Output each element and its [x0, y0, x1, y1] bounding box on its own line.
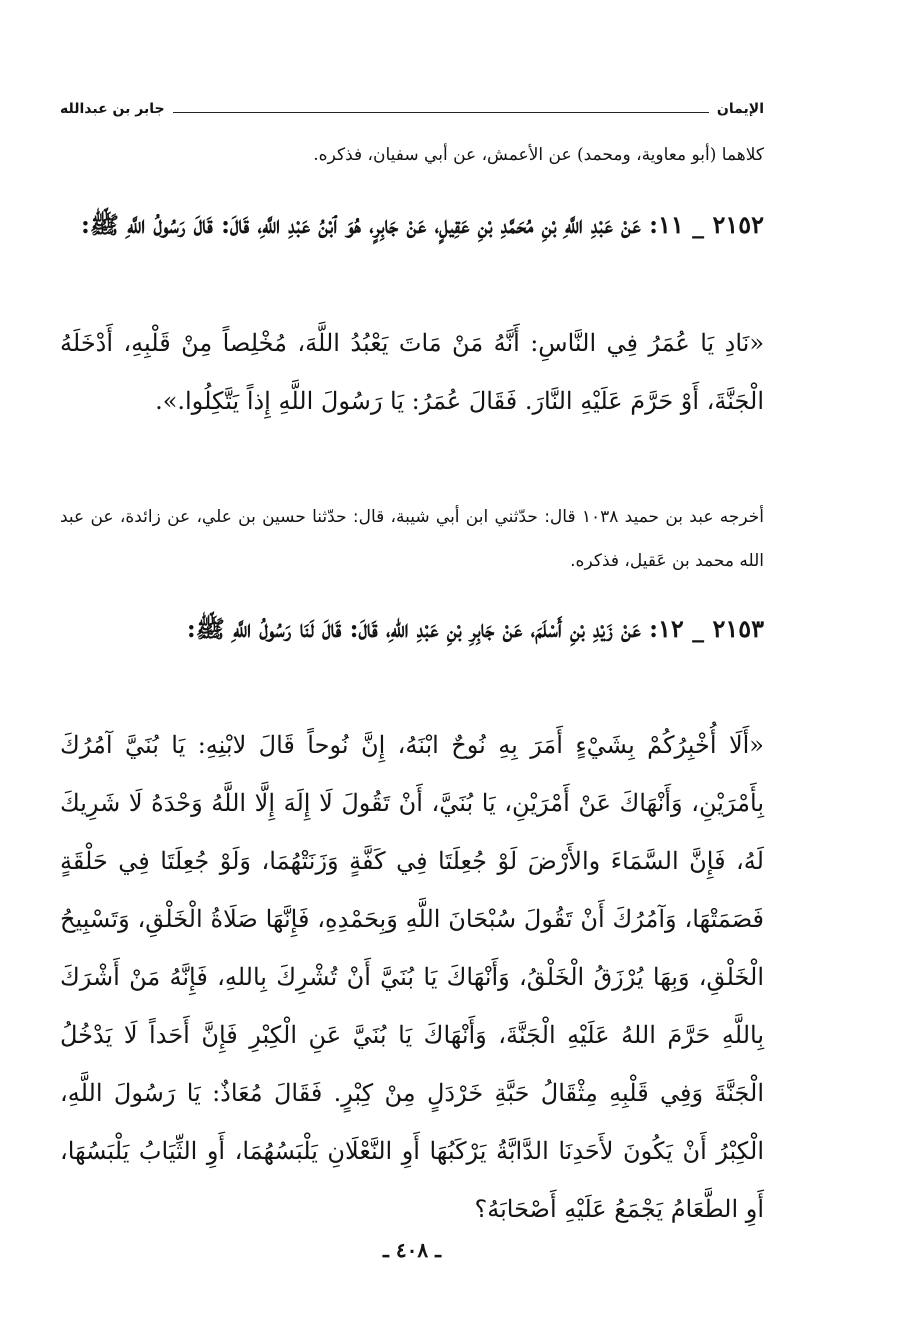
hadith-2153-isnad: ٢١٥٣ _ ١٢: عَنْ زَيْدِ بْنِ أَسْلَمَ، عَنْ جَابِرِ بْنِ عَبْدِ اللهِ، قَالَ: قَالَ لَنَا رَسُولُ اللَّهِ ﷺ: — [186, 614, 764, 643]
header-rule — [173, 112, 709, 113]
hadith-2152-takhrij-note: أخرجه عبد بن حميد ١٠٣٨ قال: حدّثني ابن أبي شيبة، قال: حدّثنا حسين بن علي، عن زائدة، عن عبد الله محمد بن عَقيل، فذكره. — [60, 507, 764, 571]
intro-note: كلاهما (أبو معاوية، ومحمد) عن الأعمش، عن أبي سفيان، فذكره. — [313, 145, 764, 165]
book-page — [60, 0, 764, 1339]
header-narrator-name: جابر بن عبدالله — [60, 101, 165, 117]
hadith-2152-isnad: ٢١٥٢ _ ١١: عَنْ عَبْدِ اللَّهِ بْنِ مُحَمَّدِ بْنِ عَقِيلٍ، عَنْ جَابِرٍ، هُوَ ٱبْنُ عَبْدِ اللَّهِ، قَالَ: قَالَ رَسُولُ اللَّهِ ﷺ: — [80, 210, 764, 239]
hadith-2152-text: «نَادِ يَا عُمَرُ فِي النَّاسِ: أَنَّهُ مَنْ مَاتَ يَعْبُدُ اللَّهَ، مُخْلِصاً مِنْ قَلْبِهِ، أَدْخَلَهُ الْجَنَّةَ، أَوْ حَرَّمَ عَلَيْهِ النَّارَ. فَقَالَ عُمَرُ: يَا رَسُولَ اللَّهِ إِذاً يَتَّكِلُوا.». — [60, 329, 765, 415]
header-section-title: الإيمان — [716, 101, 764, 117]
hadith-2153-text: «أَلَا أُخْبِرُكُمْ بِشَيْءٍ أَمَرَ بِهِ نُوحٌ ابْنَهُ، إِنَّ نُوحاً قَالَ لابْنِهِ: يَا بُنَيَّ آمُرُكَ بِأَمْرَيْنِ، وَأَنْهَاكَ عَنْ أَمْرَيْنِ، يَا بُنَيَّ، أَنْ تَقُولَ لَا إِلَهَ إِلَّا اللَّهُ وَحْدَهُ لَا شَرِيكَ لَهُ، فَإِنَّ السَّمَاءَ والأَرْضَ لَوْ جُعِلَتَا فِي كَفَّةٍ وَزَنَتْهُمَا، وَلَوْ جُعِلَتَا فِي حَلْقَةٍ فَصَمَتْهَا، وَآمُرُكَ أَنْ تَقُولَ سُبْحَانَ اللَّهِ وَبِحَمْدِهِ، فَإِنَّهَا صَلَاةُ الْخَلْقِ، وَتَسْبِيحُ الْخَلْقِ، وَبِهَا يُرْزَقُ الْخَلْقُ، وَأَنْهَاكَ يَا بُنَيَّ أَنْ تُشْرِكَ بِاللهِ، فَإِنَّهُ مَنْ أَشْرَكَ بِاللَّهِ حَرَّمَ اللهُ عَلَيْهِ الْجَنَّةَ، وَأَنْهَاكَ يَا بُنَيَّ عَنِ الْكِبْرِ فَإِنَّ أَحَداً لَا يَدْخُلُ الْجَنَّةَ وَفِي قَلْبِهِ مِثْقَالُ حَبَّةِ خَرْدَلٍ مِنْ كِبْرٍ. فَقَالَ مُعَاذٌ: يَا رَسُولَ اللَّهِ، الْكِبْرُ أَنْ يَكُونَ لأَحَدِنَا الدَّابَّةُ يَرْكَبُهَا أَوِ النَّعْلَانِ يَلْبَسُهُمَا، أَوِ الثِّيَابُ يَلْبَسُهَا، أَوِ الطَّعَامُ يَجْمَعُ عَلَيْهِ أَصْحَابَهُ؟ — [60, 731, 764, 1223]
page-number: ـ ٤٠٨ ـ — [383, 1238, 441, 1262]
running-header — [60, 96, 764, 122]
